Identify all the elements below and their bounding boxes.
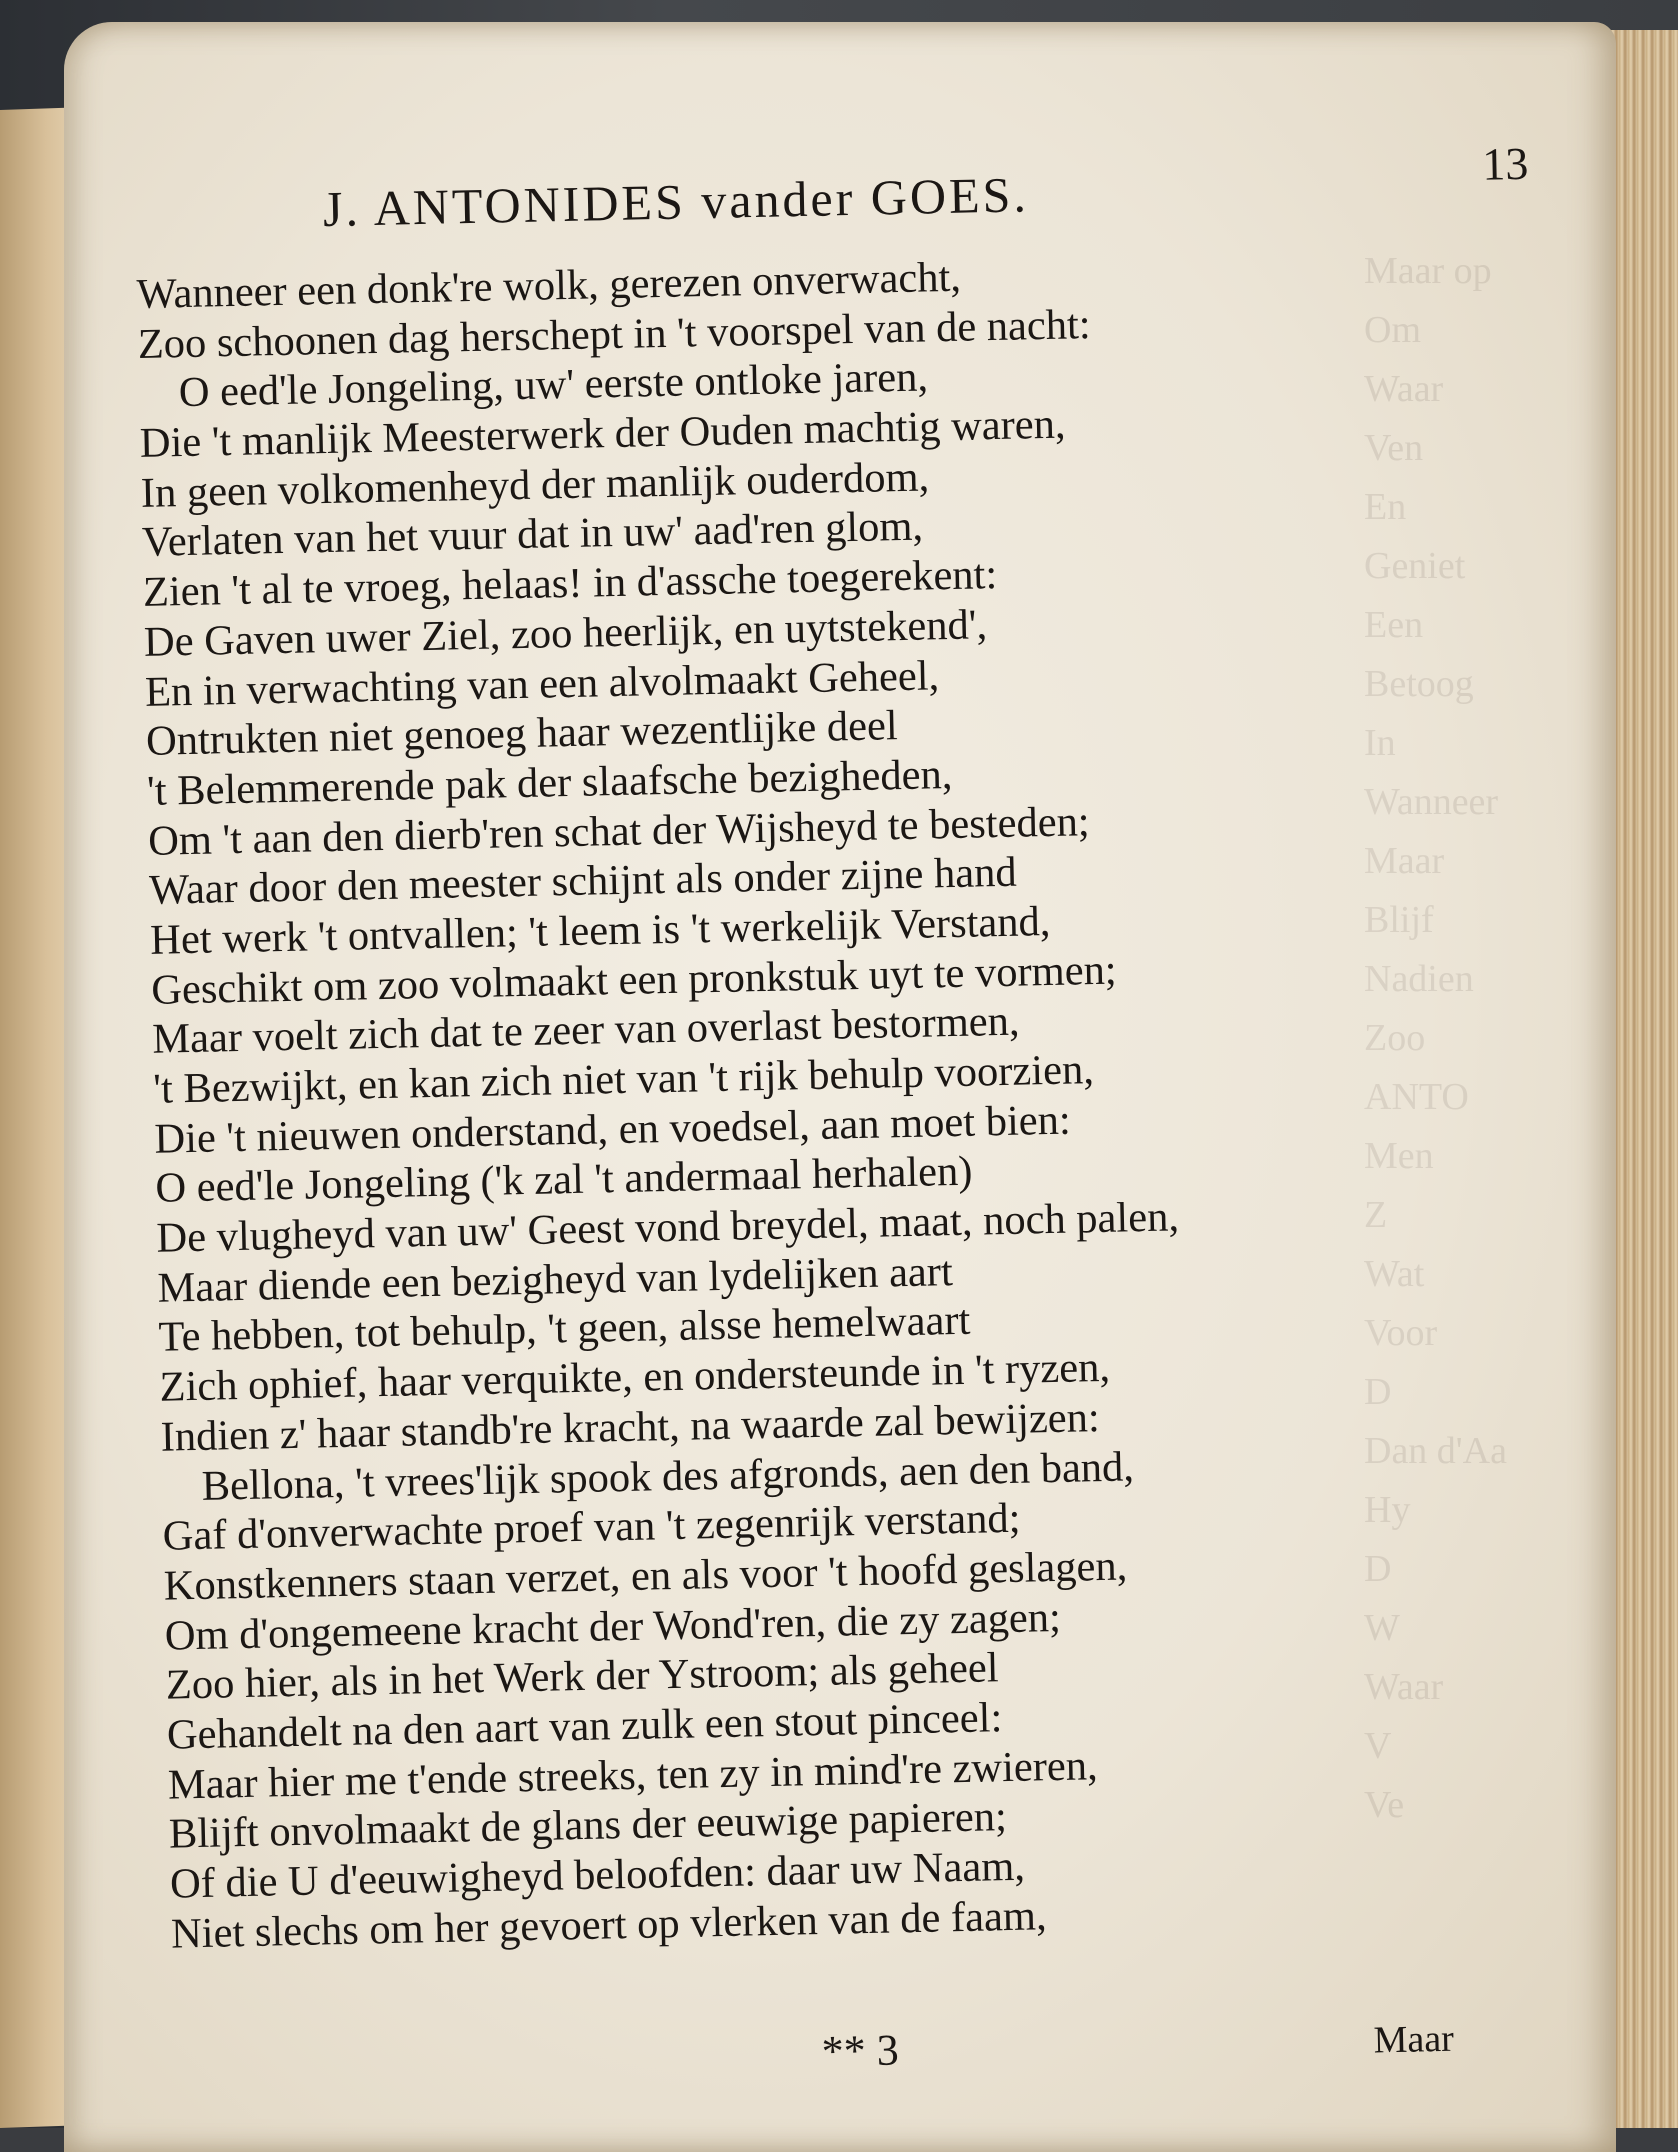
signature-mark: ** 3 — [821, 2025, 900, 2077]
poem-line: De vlugheyd van uw' Geest vond breydel, maat, noch palen, — [156, 1193, 1180, 1262]
poem-line: Of die U d'eeuwigheyd beloofden: daar uw Naam, — [169, 1842, 1026, 1908]
poem-line: En in verwachting van een alvolmaakt Geheel, — [144, 651, 940, 716]
poem-line: Te hebben, tot behulp, 't geen, alsse hemelwaart — [158, 1297, 971, 1362]
bleed-through-line: Nadien — [1364, 958, 1474, 1000]
poem-line: Indien z' haar standb're kracht, na waarde zal bewijzen: — [160, 1393, 1101, 1461]
poem-line: Die 't manlijk Meesterwerk der Ouden machtig waren, — [139, 400, 1066, 467]
poem-line: Wanneer een donk're wolk, gerezen onverwacht, — [136, 253, 962, 318]
page-number: 13 — [1481, 137, 1529, 190]
bleed-through-line: Maar — [1364, 840, 1445, 882]
poem-line: De Gaven uwer Ziel, zoo heerlijk, en uytstekend', — [143, 601, 988, 666]
bleed-through-line: Wat — [1364, 1253, 1425, 1295]
poem-line: 't Belemmerende pak der slaafsche bezigheden, — [146, 750, 953, 815]
poem-line: Ontrukten niet genoeg haar wezentlijke deel — [145, 702, 899, 766]
bleed-through-line: En — [1364, 486, 1407, 528]
bleed-through-line: Maar op — [1364, 250, 1492, 292]
poem-line: Maar diende een bezigheyd van lydelijken aart — [157, 1247, 954, 1312]
catchword: Maar — [1373, 2017, 1455, 2062]
poem-line: Niet slechs om her gevoert op vlerken van de faam, — [170, 1891, 1048, 1958]
poem-line: Maar hier me t'ende streeks, ten zy in mind're zwieren, — [167, 1741, 1099, 1809]
poem-line: Waar door den meester schijnt als onder zijne hand — [148, 848, 1018, 915]
poem-line: Geschikt om zoo volmaakt een pronkstuk uyt te vormen; — [150, 946, 1118, 1014]
bleed-through-line: Wanneer — [1364, 781, 1499, 823]
bleed-through-line: Waar — [1364, 368, 1444, 410]
running-head: J. ANTONIDES vander GOES. — [322, 166, 1030, 238]
poem-line: Zich ophief, haar verquikte, en ondersteunde in 't ryzen, — [159, 1343, 1111, 1411]
bleed-through-line: Ven — [1364, 427, 1424, 469]
poem-line: Het werk 't ontvallen; 't leem is 't werkelijk Verstand, — [149, 897, 1051, 964]
bleed-through-line: D — [1364, 1371, 1392, 1413]
bleed-through-line: Dan d'Aa — [1364, 1430, 1507, 1472]
poem-line: 't Bezwijkt, en kan zich niet van 't rijk behulp voorzien, — [152, 1046, 1095, 1113]
bleed-through-line: V — [1364, 1725, 1392, 1767]
poem — [136, 243, 1451, 1959]
poem-line: O eed'le Jongeling, uw' eerste ontloke jaren, — [178, 353, 929, 417]
poem-line: Om d'ongemeene kracht der Wond'ren, die zy zagen; — [164, 1593, 1062, 1660]
bleed-through-line: Men — [1364, 1135, 1434, 1177]
poem-line: Maar voelt zich dat te zeer van overlast bestormen, — [151, 997, 1020, 1064]
poem-line: Blijft onvolmaakt de glans der eeuwige papieren; — [168, 1793, 1008, 1858]
poem-line: Gaf d'onverwachte proef van 't zegenrijk verstand; — [162, 1494, 1021, 1560]
bleed-through-line: Geniet — [1364, 545, 1466, 587]
bleed-through-line: ANTO — [1364, 1076, 1469, 1118]
poem-line: O eed'le Jongeling ('k zal 't andermaal herhalen) — [154, 1148, 973, 1213]
bleed-through-line: Hy — [1364, 1489, 1411, 1531]
bleed-through-line: Ve — [1364, 1784, 1405, 1822]
poem-line: In geen volkomenheyd der manlijk ouderdom, — [140, 453, 930, 517]
poem-line: Konstkenners staan verzet, en als voor 't hoofd geslagen, — [163, 1542, 1128, 1610]
page-content — [134, 137, 1529, 2077]
book-page — [64, 22, 1616, 2152]
poem-line: Om 't aan den dierb'ren schat der Wijsheyd te besteden; — [147, 797, 1091, 865]
bleed-through-line: Waar — [1364, 1666, 1444, 1708]
bleed-through-line: D — [1364, 1548, 1392, 1590]
bleed-through-line: Z — [1364, 1194, 1388, 1236]
bleed-through-line: Voor — [1364, 1312, 1438, 1354]
poem-line: Zien 't al te vroeg, helaas! in d'assche toegerekent: — [142, 551, 998, 617]
bleed-through-line: W — [1364, 1607, 1400, 1649]
bleed-through-line: Betoog — [1364, 663, 1474, 705]
page-header — [322, 137, 1543, 251]
poem-line: Zoo hier, als in het Werk der Ystroom; als geheel — [165, 1644, 1000, 1709]
bleed-through-line: In — [1364, 722, 1396, 764]
poem-line: Verlaten van het vuur dat in uw' aad'ren glom, — [141, 502, 924, 567]
bleed-through-line: Een — [1364, 604, 1424, 646]
bleed-through-line: Om — [1364, 309, 1421, 351]
bleed-through-line: Zoo — [1364, 1017, 1426, 1059]
poem-line: Bellona, 't vrees'lijk spook des afgronds, aen den band, — [201, 1442, 1135, 1510]
bleed-through-line: Blijf — [1364, 899, 1434, 941]
poem-line: Zoo schoonen dag herschept in 't voorspel van de nacht: — [137, 300, 1092, 368]
poem-line: Gehandelt na den aart van zulk een stout pinceel: — [166, 1694, 1003, 1759]
poem-line: Die 't nieuwen onderstand, en voedsel, aan moet bien: — [153, 1096, 1072, 1163]
